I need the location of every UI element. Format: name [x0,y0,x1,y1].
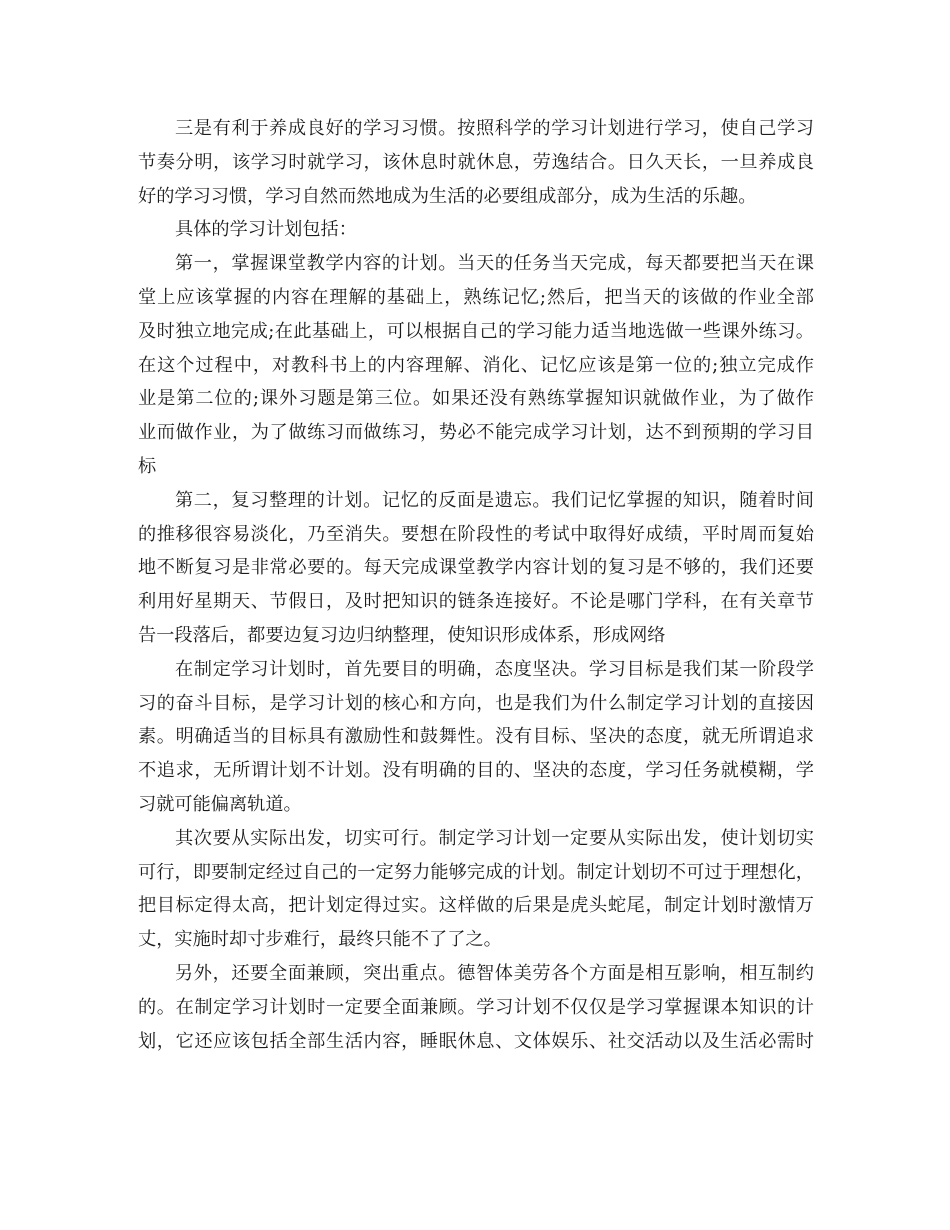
text-line: 业是第二位的;课外习题是第三位。如果还没有熟练掌握知识就做作业，为了做作 [138,388,814,410]
paragraph-be-practical [138,822,814,957]
text-line: 其次要从实际出发，切实可行。制定学习计划一定要从实际出发，使计划切实 [175,827,814,849]
text-line: 不追求，无所谓计划不计划。没有明确的目的、坚决的态度，学习任务就模糊，学 [138,760,814,782]
text-line: 另外，还要全面兼顾，突出重点。德智体美劳各个方面是相互影响，相互制约 [175,962,814,984]
text-line: 在这个过程中，对教科书上的内容理解、消化、记忆应该是第一位的;独立完成作 [138,354,814,376]
text-line: 把目标定得太高，把计划定得过实。这样做的后果是虎头蛇尾，制定计划时激情万 [138,895,814,917]
text-line: 素。明确适当的目标具有激励性和鼓舞性。没有目标、坚决的态度，就无所谓追求 [138,726,814,748]
text-line: 地不断复习是非常必要的。每天完成课堂教学内容计划的复习是不够的，我们还要 [138,557,814,579]
text-line: 的推移很容易淡化，乃至消失。要想在阶段性的考试中取得好成绩，平时周而复始 [138,523,814,545]
text-line: 好的学习习惯，学习自然而然地成为生活的必要组成部分，成为生活的乐趣。 [138,185,757,207]
text-line: 习就可能偏离轨道。 [138,793,302,815]
text-line: 习的奋斗目标，是学习计划的核心和方向，也是我们为什么制定学习计划的直接因 [138,692,814,714]
text-line: 告一段落后，都要边复习边归纳整理，使知识形成体系，形成网络 [138,624,666,646]
text-line: 标 [138,455,157,477]
paragraph-comprehensive [138,957,814,1058]
text-line: 三是有利于养成良好的学习习惯。按照科学的学习计划进行学习，使自己学习 [175,118,814,139]
text-line: 节奏分明，该学习时就学习，该休息时就休息，劳逸结合。日久天长，一旦养成良 [138,151,814,173]
text-line: 可行，即要制定经过自己的一定努力能够完成的计划。制定计划切不可过于理想化， [138,861,814,883]
text-line: 的。在制定学习计划时一定要全面兼顾。学习计划不仅仅是学习掌握课本知识的计 [138,996,814,1018]
paragraph-plan-includes [138,213,814,247]
text-line: 丈，实施时却寸步难行，最终只能不了了之。 [138,929,502,951]
text-line: 及时独立地完成;在此基础上，可以根据自己的学习能力适当地选做一些课外练习。 [138,320,814,342]
paragraph-benefit-habits [138,112,814,213]
text-line: 划，它还应该包括全部生活内容，睡眠休息、文体娱乐、社交活动以及生活必需时 [138,1030,814,1052]
text-line: 利用好星期天、节假日，及时把知识的链条连接好。不论是哪门学科，在有关章节 [138,591,814,613]
text-line: 在制定学习计划时，首先要目的明确，态度坚决。学习目标是我们某一阶段学 [175,658,814,680]
text-line: 第二，复习整理的计划。记忆的反面是遗忘。我们记忆掌握的知识，随着时间 [175,489,814,511]
text-line: 具体的学习计划包括： [175,219,357,241]
paragraph-second-review-plan [138,484,814,653]
paragraph-clear-goals [138,653,814,822]
text-line: 堂上应该掌握的内容在理解的基础上，熟练记忆;然后，把当天的该做的作业全部 [138,286,814,308]
document-body [138,112,814,1058]
text-line: 第一，掌握课堂教学内容的计划。当天的任务当天完成，每天都要把当天在课 [175,253,814,275]
paragraph-first-classroom-plan [138,247,814,484]
text-line: 业而做作业，为了做练习而做练习，势必不能完成学习计划，达不到预期的学习目 [138,422,814,444]
